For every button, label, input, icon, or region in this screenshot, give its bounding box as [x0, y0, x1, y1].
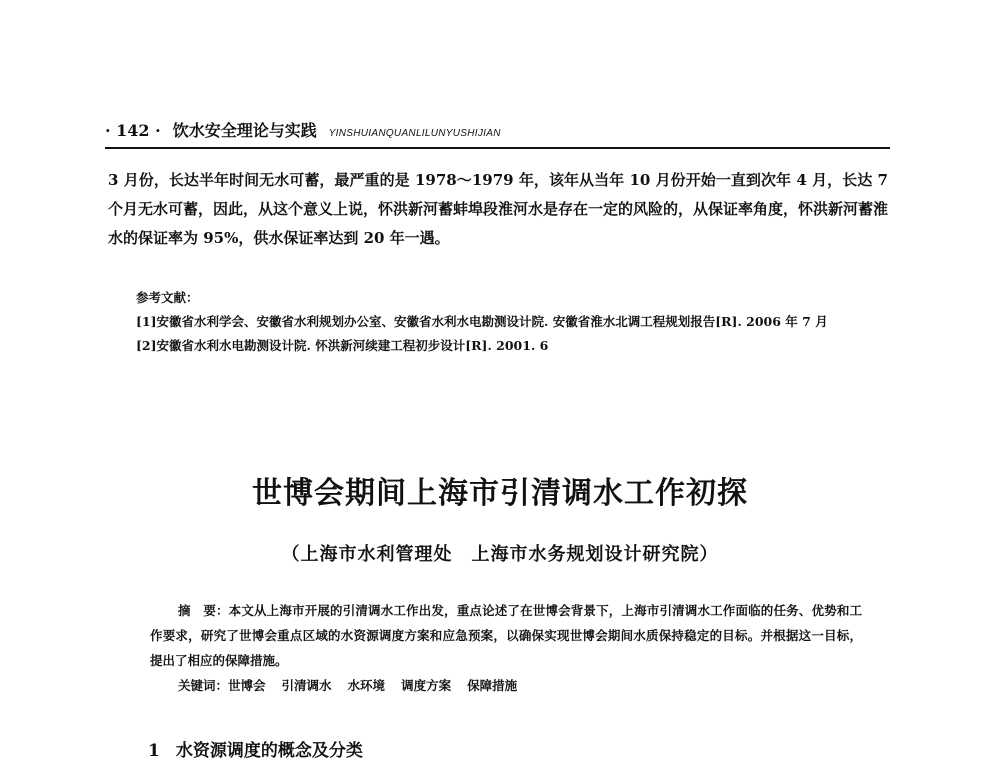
keywords-line: [150, 673, 862, 698]
references-title: 参考文献：: [136, 290, 199, 305]
keywords-label: 关键词：: [178, 678, 229, 693]
reference-item: [1]安徽省水利学会、安徽省水利规划办公室、安徽省水利水电勘测设计院. 安徽省淮水北调工程规划报告[R]. 2006 年 7 月: [136, 314, 828, 329]
section-title: 水资源调度的概念及分类: [175, 741, 363, 761]
page-number: · 142 ·: [105, 121, 161, 140]
book-title: 饮水安全理论与实践: [172, 121, 317, 140]
body-paragraph: 3 月份，长达半年时间无水可蓄，最严重的是 1978～1979 年，该年从当年 10 月份开始一直到次年 4 月，长达 7 个月无水可蓄，因此，从这个意义上说，怀洪新河蓄蚌埠段淮河水是存在一定的风险的，从保证率角度，怀洪新河蓄淮水的保证率为 95%，供水保证率达到 20 年一遇。: [108, 171, 889, 247]
section-number: 1: [148, 741, 160, 761]
article-title: 世博会期间上海市引清调水工作初探: [252, 476, 748, 511]
running-header: [105, 118, 890, 149]
abstract-text: 摘 要：本文从上海市开展的引清调水工作出发，重点论述了在世博会背景下，上海市引清调水工作面临的任务、优势和工作要求，研究了世博会重点区域的水资源调度方案和应急预案，以确保实现世博会期间水质保持稳定的目标。并根据这一目标，提出了相应的保障措施。: [150, 603, 862, 668]
book-title-pinyin: YINSHUIANQUANLILUNYUSHIJIAN: [328, 128, 501, 139]
keyword: 调度方案: [401, 678, 452, 693]
references-section: [108, 286, 888, 358]
keyword: 水环境: [347, 678, 386, 693]
author-affiliation: （上海市水利管理处 上海市水务规划设计研究院）: [281, 544, 719, 565]
keyword: 引清调水: [281, 678, 332, 693]
reference-item: [2]安徽省水利水电勘测设计院. 怀洪新河续建工程初步设计[R]. 2001. 6: [136, 338, 549, 353]
keyword: 保障措施: [467, 678, 518, 693]
keyword: 世博会: [228, 678, 266, 693]
section-heading: [148, 736, 363, 761]
abstract-block: [150, 598, 862, 698]
